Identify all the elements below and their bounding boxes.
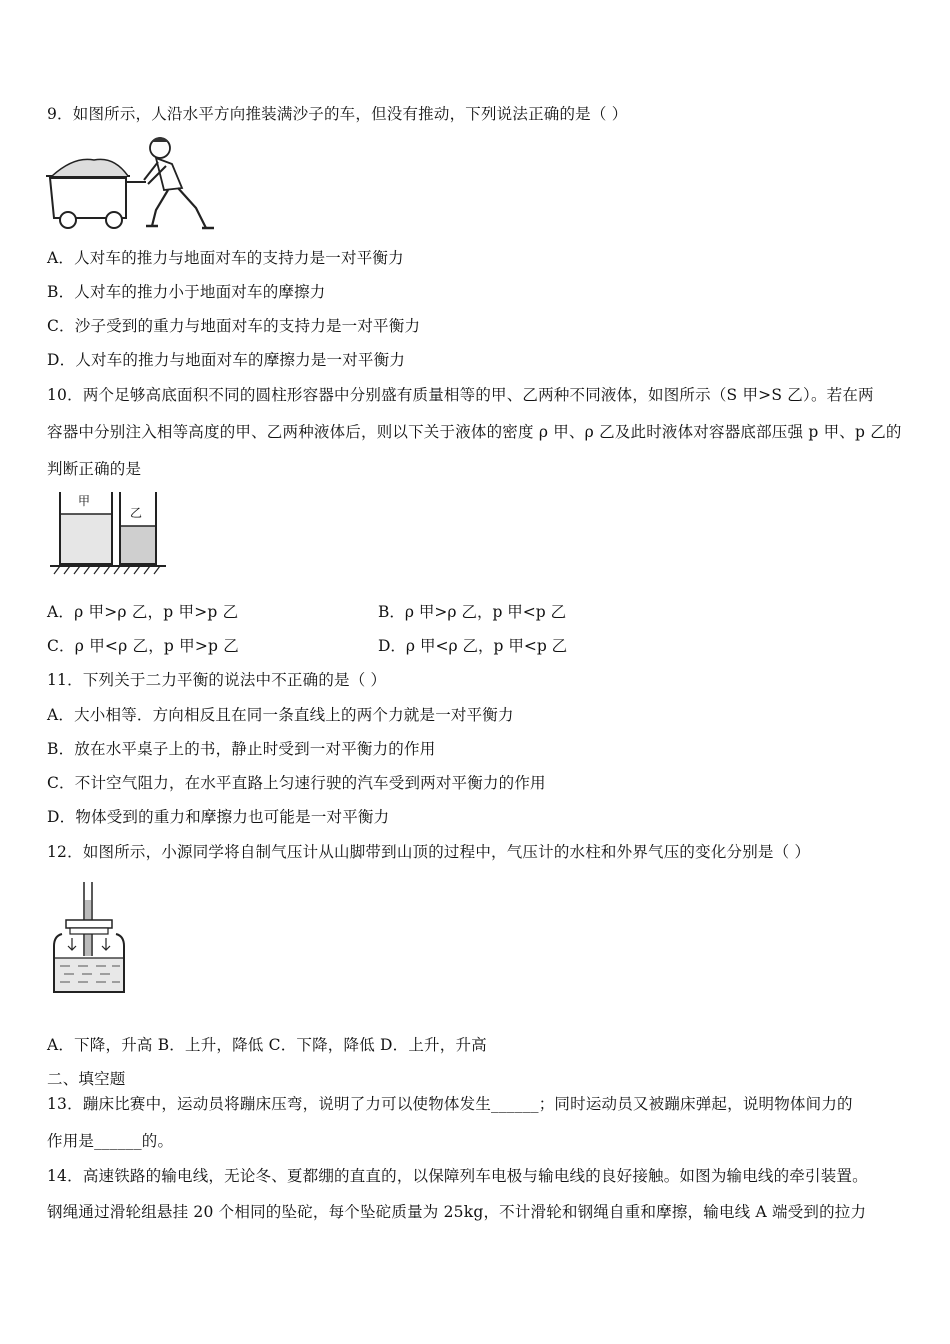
q10-stem-line1: 10．两个足够高底面积不同的圆柱形容器中分别盛有质量相等的甲、乙两种不同液体，如图所示（S 甲>S 乙）。若在两 — [47, 386, 874, 404]
q14-line2: 钢绳通过滑轮组悬挂 20 个相同的坠砣，每个坠砣质量为 25kg，不计滑轮和钢绳自重和摩擦，输电线 A 端受到的拉力 — [47, 1203, 867, 1221]
q10-option-c: C．ρ 甲<ρ 乙，p 甲>p 乙 — [47, 637, 240, 655]
q12-figure-barometer-jar — [50, 880, 128, 998]
q10-label-jia: 甲 — [78, 494, 91, 508]
q10-stem-line3: 判断正确的是 — [47, 460, 142, 478]
q13-line1: 13．蹦床比赛中，运动员将蹦床压弯，说明了力可以使物体发生______；同时运动员又被蹦床弹起，说明物体间力的 — [47, 1095, 853, 1113]
q12-options: A．下降，升高 B．上升，降低 C．下降，降低 D．上升，升高 — [47, 1036, 487, 1054]
q11-option-b: B．放在水平桌子上的书，静止时受到一对平衡力的作用 — [47, 740, 436, 758]
q10-stem-line2: 容器中分别注入相等高度的甲、乙两种液体后，则以下关于液体的密度 ρ 甲、ρ 乙及此时液体对容器底部压强 p 甲、p 乙的 — [47, 423, 902, 441]
q9-option-a: A．人对车的推力与地面对车的支持力是一对平衡力 — [47, 249, 404, 267]
q11-option-a: A．大小相等．方向相反且在同一条直线上的两个力就是一对平衡力 — [47, 706, 514, 724]
q13-line2: 作用是______的。 — [47, 1132, 174, 1150]
q10-option-d: D．ρ 甲<ρ 乙，p 甲<p 乙 — [378, 637, 568, 655]
q11-stem: 11．下列关于二力平衡的说法中不正确的是（ ） — [47, 671, 387, 689]
q10-option-a: A．ρ 甲>ρ 乙，p 甲>p 乙 — [47, 603, 239, 621]
q10-figure-containers — [48, 486, 172, 578]
q9-option-d: D．人对车的推力与地面对车的摩擦力是一对平衡力 — [47, 351, 406, 369]
q9-option-b: B．人对车的推力小于地面对车的摩擦力 — [47, 283, 326, 301]
q9-option-c: C．沙子受到的重力与地面对车的支持力是一对平衡力 — [47, 317, 421, 335]
q11-option-d: D．物体受到的重力和摩擦力也可能是一对平衡力 — [47, 808, 390, 826]
q10-option-b: B．ρ 甲>ρ 乙，p 甲<p 乙 — [378, 603, 567, 621]
q9-stem: 9．如图所示，人沿水平方向推装满沙子的车，但没有推动，下列说法正确的是（ ） — [47, 105, 628, 123]
q14-line1: 14．高速铁路的输电线，无论冬、夏都绷的直直的，以保障列车电极与输电线的良好接触。如图为输电线的牵引装置。 — [47, 1167, 868, 1185]
q9-figure-person-pushing-cart — [44, 130, 216, 232]
q12-stem: 12．如图所示，小源同学将自制气压计从山脚带到山顶的过程中，气压计的水柱和外界气压的变化分别是（ ） — [47, 843, 811, 861]
q11-option-c: C．不计空气阻力，在水平直路上匀速行驶的汽车受到两对平衡力的作用 — [47, 774, 546, 792]
section-title: 二、填空题 — [47, 1070, 126, 1088]
q10-label-yi: 乙 — [130, 506, 143, 520]
